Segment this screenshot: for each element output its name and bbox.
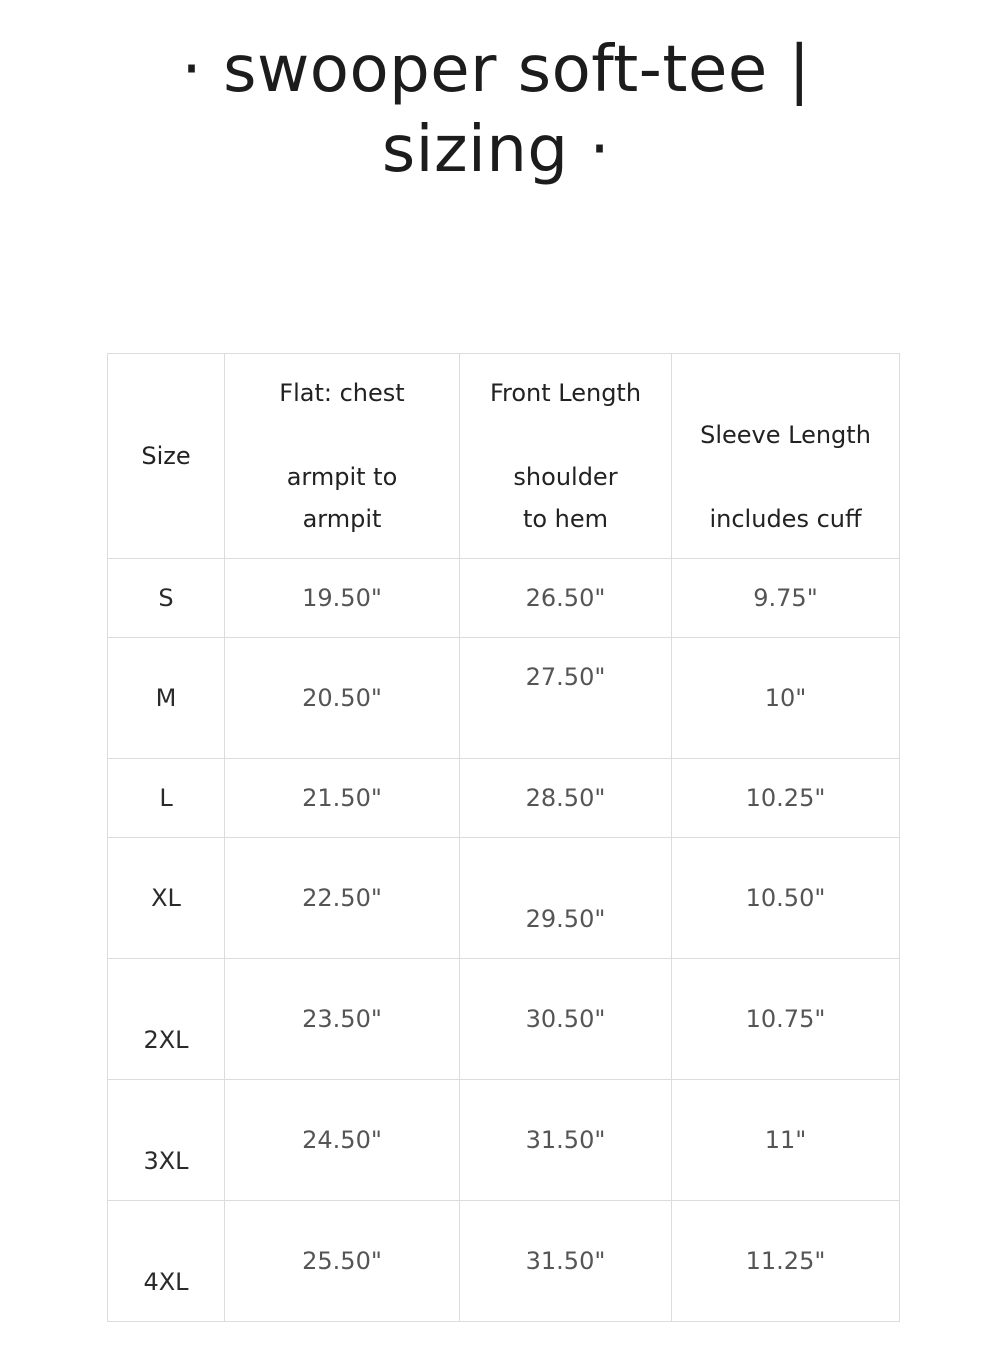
table-row — [108, 1201, 900, 1322]
size-cell: S — [158, 584, 174, 612]
size-chart-table — [107, 353, 900, 1322]
header-chest — [225, 354, 460, 559]
header-sleeve-line-2: includes cuff — [709, 505, 862, 533]
size-cell: 2XL — [143, 1026, 189, 1054]
header-front-line-2: shoulder — [513, 463, 618, 491]
sleeve-length-cell: 9.75" — [753, 584, 818, 612]
chest-cell: 22.50" — [302, 884, 382, 912]
header-sleeve-line-1: Sleeve Length — [700, 421, 871, 449]
chest-cell: 25.50" — [302, 1247, 382, 1275]
chest-cell: 19.50" — [302, 584, 382, 612]
chest-cell: 21.50" — [302, 784, 382, 812]
table-row — [108, 838, 900, 959]
header-size-label: Size — [141, 442, 191, 470]
sleeve-length-cell: 11.25" — [745, 1247, 826, 1275]
table-row — [108, 759, 900, 838]
table-row — [108, 638, 900, 759]
sleeve-length-cell: 10.50" — [745, 884, 826, 912]
size-cell: 3XL — [143, 1147, 189, 1175]
size-cell: L — [159, 784, 173, 812]
header-front-line-3: to hem — [522, 505, 609, 533]
sleeve-length-cell: 11" — [764, 1126, 807, 1154]
sleeve-length-cell: 10.75" — [745, 1005, 826, 1033]
front-length-cell: 29.50" — [525, 905, 606, 933]
sleeve-length-cell: 10.25" — [745, 784, 826, 812]
front-length-cell: 30.50" — [525, 1005, 606, 1033]
page-title-line-2: sizing · — [381, 113, 611, 187]
sleeve-length-cell: 10" — [764, 684, 807, 712]
front-length-cell: 31.50" — [525, 1126, 606, 1154]
header-chest-line-3: armpit — [302, 505, 382, 533]
header-front-length — [460, 354, 672, 559]
page-title — [0, 30, 992, 190]
table-row — [108, 959, 900, 1080]
header-sleeve-length — [672, 354, 900, 559]
table-header-row — [108, 354, 900, 559]
chest-cell: 23.50" — [302, 1005, 382, 1033]
size-cell: XL — [151, 884, 181, 912]
page-title-line-1: · swooper soft-tee | — [181, 33, 811, 107]
table-row — [108, 1080, 900, 1201]
size-cell: 4XL — [143, 1268, 189, 1296]
header-chest-line-2: armpit to — [286, 463, 398, 491]
size-cell: M — [155, 684, 177, 712]
front-length-cell: 26.50" — [525, 584, 606, 612]
table-row — [108, 559, 900, 638]
chest-cell: 20.50" — [302, 684, 382, 712]
header-chest-line-1: Flat: chest — [279, 379, 405, 407]
front-length-cell: 28.50" — [525, 784, 606, 812]
front-length-cell: 27.50" — [525, 663, 606, 691]
header-size — [108, 354, 225, 559]
header-front-line-1: Front Length — [489, 379, 642, 407]
chest-cell: 24.50" — [302, 1126, 382, 1154]
front-length-cell: 31.50" — [525, 1247, 606, 1275]
